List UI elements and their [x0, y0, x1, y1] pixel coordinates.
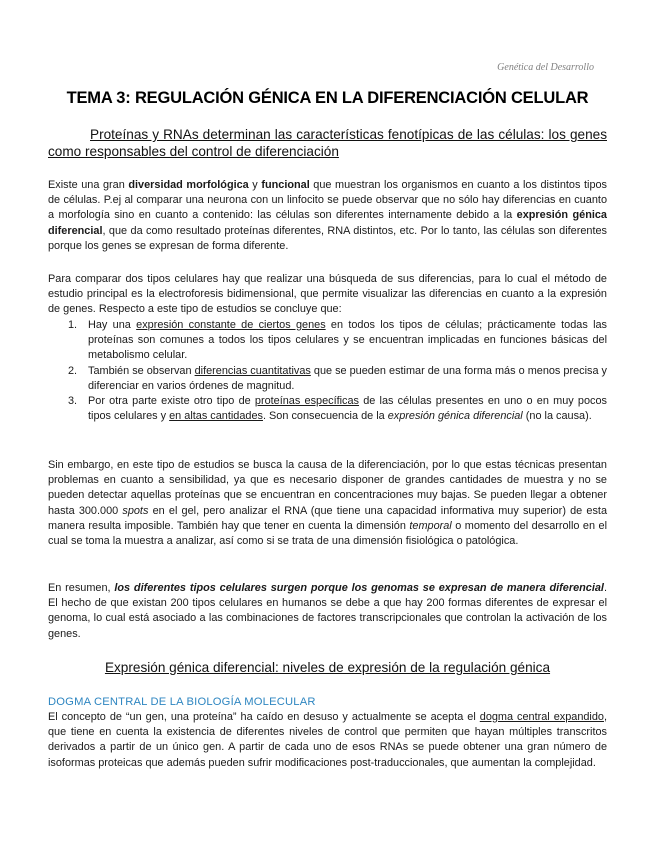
- section-heading-2: [48, 659, 607, 676]
- bold-term: expresión génica diferencial: [48, 209, 607, 237]
- bold-term: diversidad morfológica: [128, 179, 249, 191]
- underlined-term: dogma central expandido: [479, 711, 604, 723]
- page-title: TEMA 3: REGULACIÓN GÉNICA EN LA DIFERENCIACIÓN CELULAR: [66, 89, 589, 107]
- section-heading-1: [48, 126, 607, 160]
- section-heading-text: Proteínas y RNAs determinan las características fenotípicas de las células: los genes como responsables del control de diferenciación: [48, 127, 607, 159]
- paragraph-4: En resumen, los diferentes tipos celulares surgen porque los genomas se expresan de manera diferencial. El hecho de que existan 200 tipos celulares en humanos se debe a que hay 200 formas diferentes de expresar el genoma, lo cual está asociado a las combinaciones de factores transcripcionales que controlan la activación de los genes.: [48, 582, 607, 640]
- underlined-term: en altas cantidades: [169, 410, 263, 423]
- bold-italic-term: los diferentes tipos celulares surgen porque los genomas se expresan de manera diferencial: [114, 582, 604, 594]
- underlined-term: diferencias cuantitativas: [194, 364, 311, 377]
- section-heading-3: [48, 695, 607, 710]
- section-heading-text: Expresión génica diferencial: niveles de expresión de la regulación génica: [104, 660, 551, 675]
- paragraph-1: Existe una gran diversidad morfológica y funcional que muestran los organismos en cuanto a los distintos tipos de células. P.ej al comparar una neurona con un linfocito se puede observar que no sólo hay diferencias en cuanto a morfología sino en cuanto a contenido: las células son diferentes internamente debido a la expresión génica diferencial, que da como resultado proteínas diferentes, RNA distintos, etc. Por lo tanto, las células son diferentes porque los genes se expresan de forma diferente.: [48, 179, 608, 252]
- list-item: 3. Por otra parte existe otro tipo de proteínas específicas de las células presentes en uno o en muy pocos tipos celulares y en altas cantidades. Son consecuencia de la expresión génica diferencial (no la causa).: [68, 395, 607, 423]
- findings-list: [48, 318, 607, 424]
- subsection-heading-text: DOGMA CENTRAL DE LA BIOLOGÍA MOLECULAR: [48, 696, 316, 708]
- underlined-term: proteínas específicas: [254, 395, 360, 408]
- list-item: 1. Hay una expresión constante de ciertos genes en todos los tipos de células; prácticamente todas las proteínas son comunes a todos los tipos celulares y se encuentran implicadas en funciones básicas del metabolismo celular.: [68, 319, 607, 362]
- paragraph-2: Para comparar dos tipos celulares hay que realizar una búsqueda de sus diferencias, para lo cual el método de estudio principal es la electroforesis bidimensional, que permite visualizar las diferencias en cuanto a la expresión de genes. Respecto a este tipo de estudios se concluye que:: [48, 273, 607, 316]
- underlined-term: expresión constante de ciertos genes: [136, 319, 326, 331]
- italic-term: expresión génica diferencial: [387, 410, 523, 423]
- paragraph-5: El concepto de “un gen, una proteína” ha caído en desuso y actualmente se acepta el dogma central expandido, que tiene en cuenta la existencia de diferentes niveles de control que permiten que hayan múltiples transcritos derivados a partir de un único gen. A partir de cada uno de esos RNAs se puede obtener una gran número de isoformas proteicas que además pueden sufrir modificaciones post-traduccionales, que aumentan la complejidad.: [48, 711, 607, 769]
- paragraph-3: Sin embargo, en este tipo de estudios se busca la causa de la diferenciación, por lo que estas técnicas presentan problemas en cuanto a sensibilidad, ya que es necesario disponer de grandes cantidades de muestra y no se pueden detectar aquellas proteínas que se encuentran en concentraciones muy bajas. Se pueden llegar a obtener hasta 300.000 spots en el gel, pero analizar el RNA (que tiene una capacidad informativa muy superior) de esta manera resulta imposible. También hay que tener en cuenta la dimensión temporal o momento del desarrollo en el cual se toma la muestra a analizar, así como si se trata de una dimensión fisiológica o patológica.: [48, 459, 608, 548]
- running-header: Genética del Desarrollo: [497, 62, 594, 73]
- italic-term: temporal: [409, 519, 452, 532]
- list-item: 2. También se observan diferencias cuantitativas que se pueden estimar de una forma más o menos precisa y diferenciar en varios órdenes de magnitud.: [68, 364, 608, 392]
- bold-term: funcional: [261, 179, 310, 191]
- italic-term: spots: [122, 504, 149, 517]
